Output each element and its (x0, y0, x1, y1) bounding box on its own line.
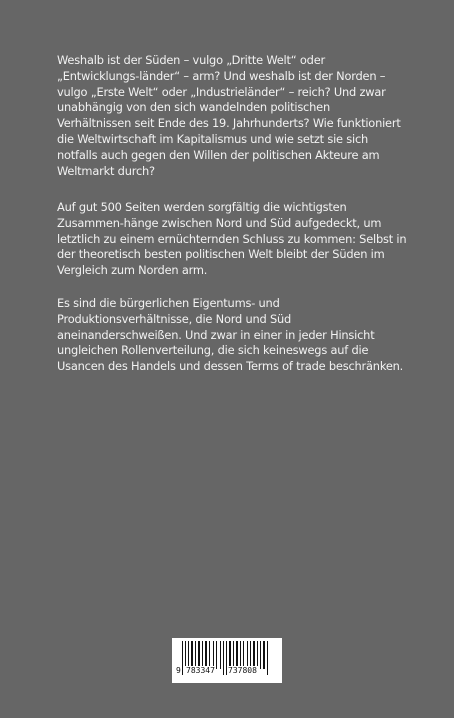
barcode-bar (191, 641, 193, 669)
barcode-first-digit: 9 (176, 666, 181, 675)
barcode-left-digits: 783347 (186, 666, 215, 675)
barcode-bar (205, 641, 207, 669)
barcode-bar (229, 641, 231, 669)
barcode-bar (260, 641, 261, 669)
barcode-bar (247, 641, 248, 669)
barcode-bar (209, 641, 210, 669)
barcode-bar (195, 641, 196, 669)
barcode-bar (182, 641, 183, 675)
barcode-bar (223, 641, 224, 675)
blurb-paragraph-3: Es sind die bürgerlichen Eigentums- und Produktionsverhältnisse, die Nord und Süd aneinanderschweißen. Und zwar in einer in jeder Hinsicht ungleichen Rollenverteilung, die sich keineswegs auf die Usancen des Handels und dessen Terms of trade beschränken. (57, 296, 404, 374)
barcode-bar (240, 641, 241, 669)
isbn-barcode (172, 638, 282, 683)
barcode-bar (253, 641, 255, 669)
blurb-paragraph-2: Auf gut 500 Seiten werden sorgfältig die wichtigsten Zusammen-hänge zwischen Nord und Süd aufgedeckt, um letztlich zu einem ernüchternden Schluss zu kommen: Selbst in der theoretisch besten politischen Welt bleibt der Süden im Vergleich zum Norden arm. (57, 200, 407, 278)
barcode-bar (263, 641, 265, 669)
barcode-bar (213, 641, 214, 669)
barcode-bar (220, 641, 221, 669)
barcode-bar (236, 641, 238, 669)
barcode-bar (233, 641, 234, 669)
barcode-bar (243, 641, 244, 669)
barcode-bar (267, 641, 268, 675)
barcode-right-digits: 737808 (228, 666, 257, 675)
barcode-bar (257, 641, 258, 669)
barcode-bar (250, 641, 251, 669)
barcode-bar (202, 641, 203, 669)
blurb-paragraph-1: Weshalb ist der Süden – vulgo „Dritte Welt“ oder „Entwicklungs-länder“ – arm? Und weshalb ist der Norden – vulgo „Erste Welt“ oder „Industrieländer“ – reich? Und zwar unabhängig von den sich wandelnden politischen Verhältnissen seit Ende des 19. Jahrhunderts? Wie funktioniert die Weltwirtschaft im Kapitalismus und wie setzt sie sich notfalls auch gegen den Willen der politischen Akteure am Weltmarkt durch? (57, 53, 401, 178)
barcode-bar (188, 641, 189, 669)
barcode-bar (198, 641, 200, 669)
barcode-bars (172, 638, 282, 683)
barcode-bar (216, 641, 217, 669)
